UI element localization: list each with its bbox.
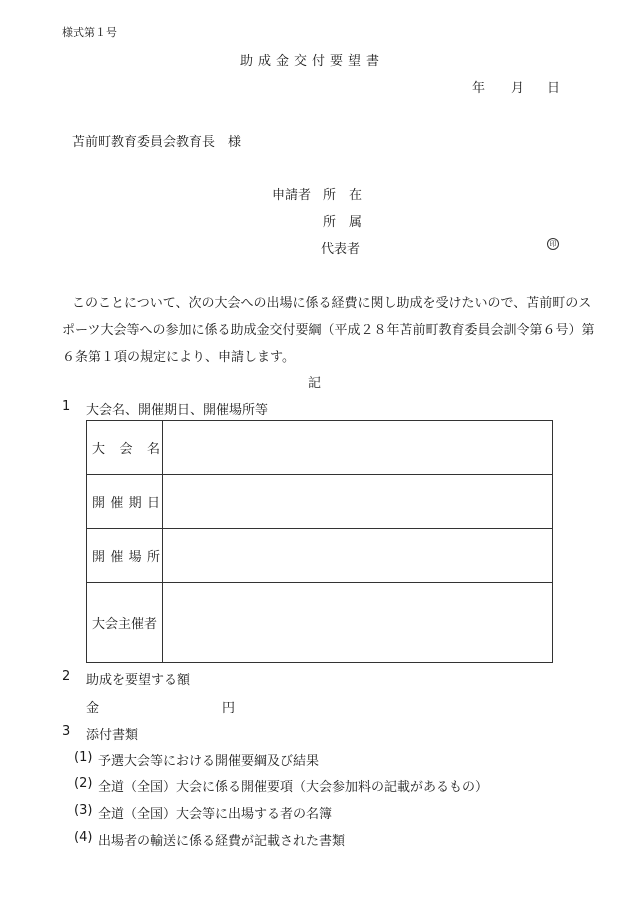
- table-label-char: 日: [146, 496, 160, 511]
- section-2-title: 助成を要望する額: [86, 673, 191, 688]
- date-year: 年: [472, 81, 486, 96]
- table-label-char: 大: [92, 442, 106, 457]
- document-title: 助成金交付要望書: [240, 54, 385, 69]
- event-venue-label: [87, 529, 163, 583]
- amount-prefix: 金: [86, 701, 100, 716]
- ki-heading: 記: [308, 376, 322, 391]
- representative-label: 代表者: [321, 242, 361, 257]
- table-label-char: 期: [128, 496, 142, 511]
- table-row-event-date: [87, 475, 553, 529]
- event-name-label: [87, 421, 163, 475]
- table-label-char: 会: [119, 442, 133, 457]
- section-1-title: 大会名、開催期日、開催場所等: [86, 403, 269, 418]
- applicant-heading: 申請者: [272, 188, 312, 203]
- event-name-field[interactable]: [163, 421, 553, 475]
- body-line-3: ６条第１項の規定により、申請します。: [62, 350, 295, 365]
- amount-unit: 円: [222, 701, 236, 716]
- table-row-event-name: [87, 421, 553, 475]
- section-2-number: 2: [62, 669, 71, 684]
- attachment-3-text: 全道（全国）大会等に出場する者の名簿: [98, 807, 333, 822]
- event-organizer-label: [87, 583, 163, 663]
- date-month: 月: [511, 81, 525, 96]
- table-label-char: 催: [110, 496, 124, 511]
- section-3-number: 3: [62, 724, 71, 739]
- attachment-2-text: 全道（全国）大会に係る開催要項（大会参加料の記載があるもの）: [98, 780, 489, 795]
- attachment-2-number: (2): [74, 776, 93, 791]
- event-info-table: [86, 420, 553, 663]
- attachment-3-number: (3): [74, 803, 93, 818]
- addressee: 苫前町教育委員会教育長 様: [72, 135, 242, 150]
- event-organizer-field[interactable]: [163, 583, 553, 663]
- event-date-label: [87, 475, 163, 529]
- table-label-char: 催: [110, 550, 124, 565]
- seal-mark: 印: [547, 238, 559, 250]
- section-3-title: 添付書類: [86, 728, 139, 743]
- attachment-1-number: (1): [74, 750, 93, 765]
- form-number: 様式第１号: [62, 26, 117, 39]
- affiliation-label: 所 属: [323, 215, 363, 230]
- date-day: 日: [547, 81, 561, 96]
- body-line-2: ポーツ大会等への参加に係る助成金交付要綱（平成２８年苫前町教育委員会訓令第６号）第: [62, 323, 595, 338]
- attachment-1-text: 予選大会等における開催要綱及び結果: [98, 754, 320, 769]
- table-label-char: 開: [92, 550, 106, 565]
- table-row-event-organizer: [87, 583, 553, 663]
- table-label-char: 名: [146, 442, 160, 457]
- event-venue-field[interactable]: [163, 529, 553, 583]
- event-date-field[interactable]: [163, 475, 553, 529]
- body-line-1: このことについて、次の大会への出場に係る経費に関し助成を受けたいので、苫前町のス: [72, 296, 592, 311]
- attachment-4-number: (4): [74, 830, 93, 845]
- section-1-number: 1: [62, 399, 71, 414]
- attachment-4-text: 出場者の輸送に係る経費が記載された書類: [98, 834, 346, 849]
- table-label-char: 場: [128, 550, 142, 565]
- table-label-char: 開: [92, 496, 106, 511]
- table-row-event-venue: [87, 529, 553, 583]
- table-label-char: 大会主催者: [92, 617, 158, 632]
- address-label: 所 在: [323, 188, 363, 203]
- table-label-char: 所: [146, 550, 160, 565]
